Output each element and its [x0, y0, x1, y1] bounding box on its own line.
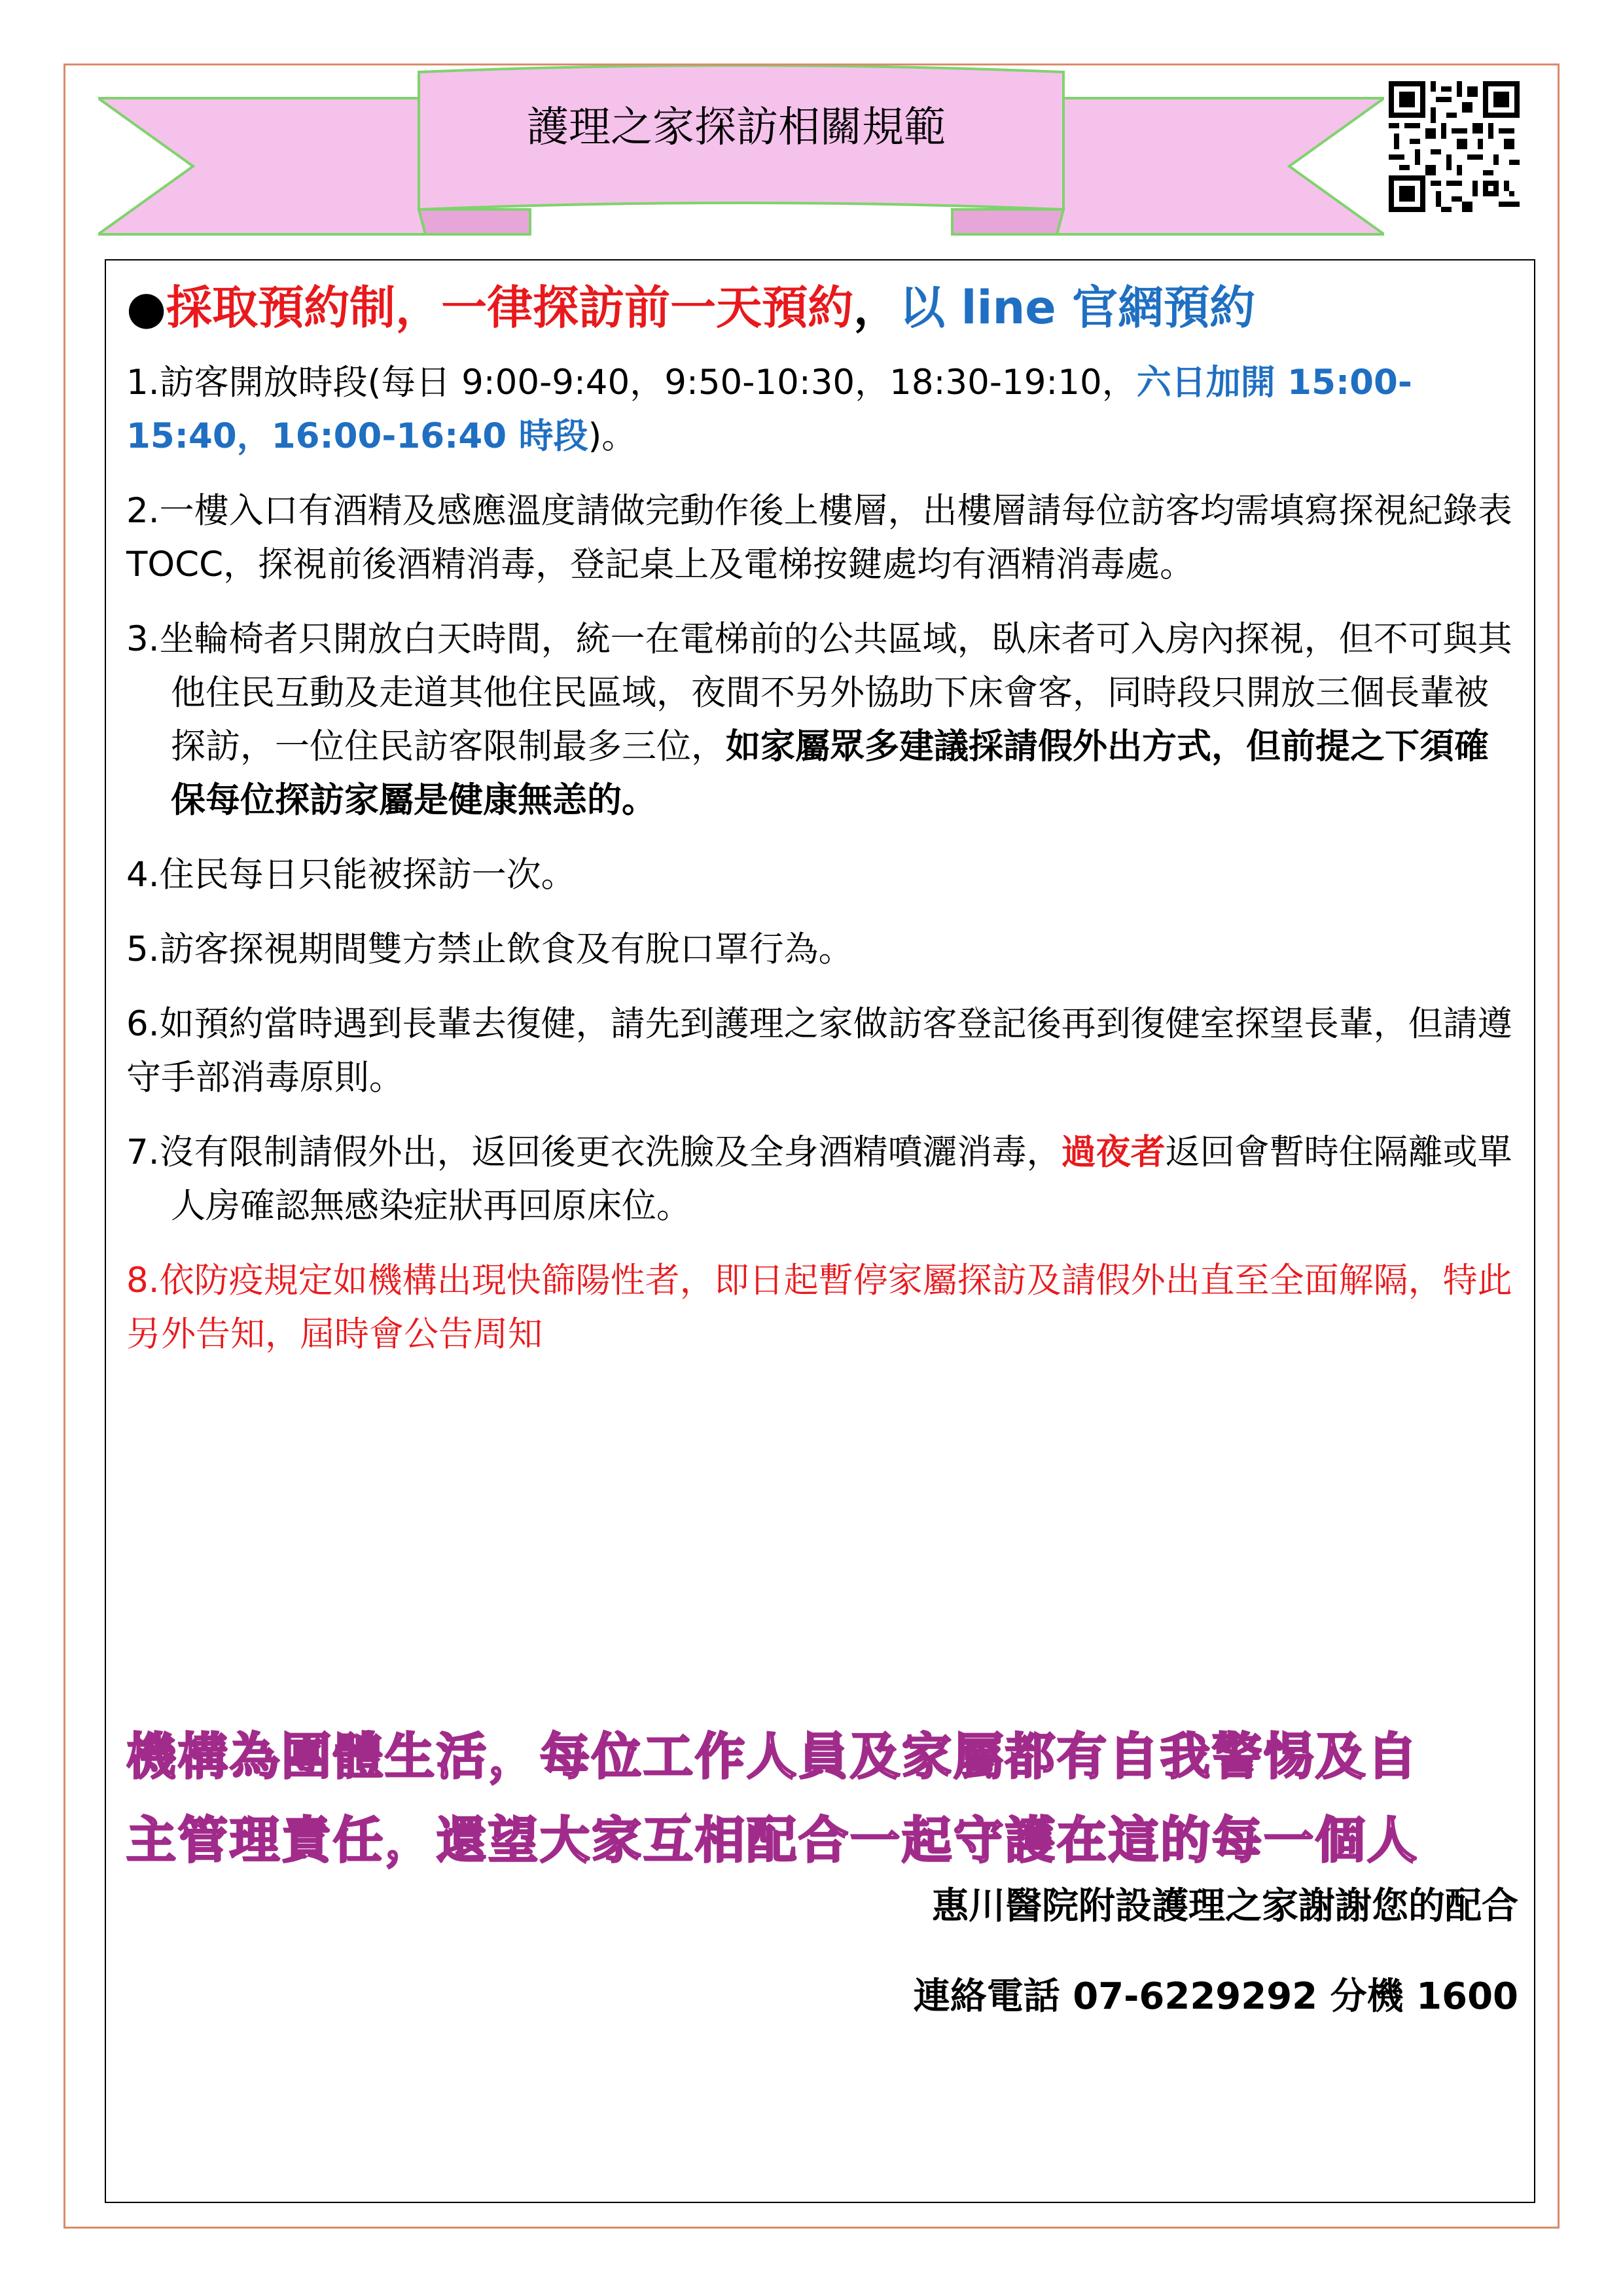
slogan-line-1: 機構為團體生活，每位工作人員及家屬都有自我警惕及自 — [126, 1727, 1419, 1785]
rule-3-text: 3.坐輪椅者只開放白天時間，統一在電梯前的公共區域，臥床者可入房內探視，但不可與其他住民互動及走道其他住民區域，夜間不另外協助下床會客，同時段只開放三個長輩被探訪，一位住民訪客限制最多三位， — [126, 619, 1512, 766]
ribbon-right-fold — [952, 209, 1063, 234]
slogan-line-2: 主管理責任，還望大家互相配合一起守護在這的每一個人 — [126, 1811, 1419, 1869]
slogan — [126, 1715, 1514, 1882]
rule-7-text: 7.沒有限制請假外出，返回後更衣洗臉及全身酒精噴灑消毒， — [126, 1132, 1061, 1172]
rule-1 — [126, 356, 1514, 463]
rule-1-text: 1.訪客開放時段(每日 9:00-9:40，9:50-10:30，18:30-19:10， — [126, 363, 1137, 403]
rule-6: 6.如預約當時遇到長輩去復健，請先到護理之家做訪客登記後再到復健室探望長輩，但請遵守手部消毒原則。 — [126, 1004, 1512, 1098]
rule-4: 4.住民每日只能被探訪一次。 — [126, 855, 576, 895]
rule-2: 2.一樓入口有酒精及感應溫度請做完動作後上樓層，出樓層請每位訪客均需填寫探視紀錄表 TOCC，探視前後酒精消毒，登記桌上及電梯按鍵處均有酒精消毒處。 — [126, 491, 1512, 584]
rule-3 — [126, 613, 1514, 827]
rule-5: 5.訪客探視期間雙方禁止飲食及有脫口罩行為。 — [126, 929, 853, 969]
ribbon-left-tail — [98, 98, 425, 234]
rule-1-end: )。 — [588, 416, 637, 456]
rules-content — [126, 268, 1514, 1382]
booking-notice — [126, 268, 1514, 347]
line-booking-link: 以 line 官網預約 — [899, 281, 1256, 334]
qr-code-icon — [1389, 81, 1520, 212]
ribbon-right-tail — [1057, 98, 1384, 234]
ribbon-left-fold — [419, 209, 530, 234]
rule-1-weekend-hours: 六日加開 15:00-15:40，16:00-16:40 時段 — [126, 363, 1412, 456]
contact-phone: 連絡電話 07-6229292 分機 1600 — [913, 1975, 1518, 2018]
lead-comma: ， — [853, 281, 900, 334]
rule-3-emphasis: 如家屬眾多建議採請假外出方式，但前提之下須確保每位探訪家屬是健康無恙的。 — [171, 726, 1489, 820]
booking-rule: 採取預約制，一律探訪前一天預約 — [166, 281, 854, 334]
rule-8: 8.依防疫規定如機構出現快篩陽性者，即日起暫停家屬探訪及請假外出直至全面解隔，特此另外告知，屆時會公告周知 — [126, 1261, 1512, 1354]
bullet: ● — [126, 281, 167, 334]
rule-7-end: 返回會暫時住隔離或單人房確認無感染症狀再回原床位。 — [171, 1132, 1512, 1226]
page-title: 護理之家探訪相關規範 — [527, 103, 946, 152]
rule-7-overnight: 過夜者 — [1061, 1132, 1166, 1172]
signature: 惠川醫院附設護理之家謝謝您的配合 — [932, 1885, 1518, 1928]
rule-7 — [126, 1126, 1514, 1233]
